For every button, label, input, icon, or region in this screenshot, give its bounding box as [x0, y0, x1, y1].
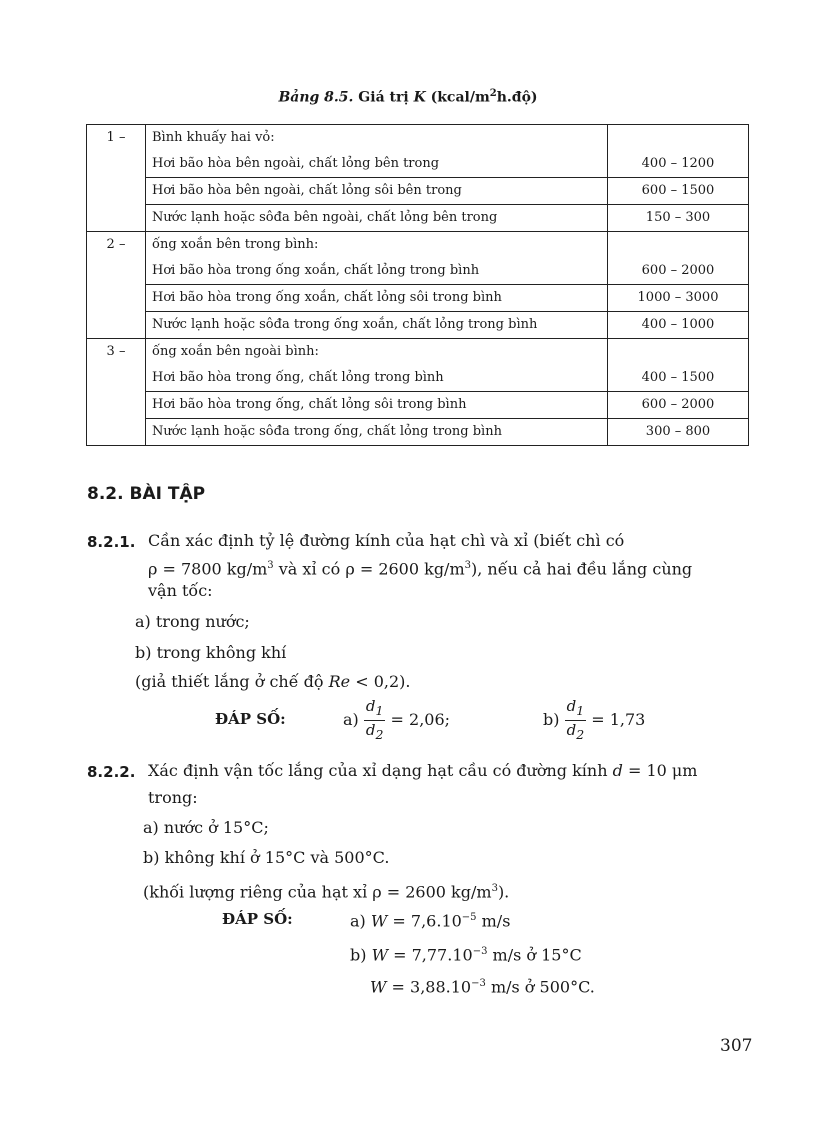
- row-description: Nước lạnh hoặc sôđa trong ống, chất lỏng trong bình: [146, 419, 608, 446]
- p1-note-a: (giả thiết lắng ở chế độ: [135, 672, 329, 691]
- p2-item-a: a) nước ở 15°C;: [143, 818, 269, 837]
- table-row: [87, 205, 749, 232]
- p2-ans-b-w: W: [371, 945, 389, 965]
- p1-answer-label: ĐÁP SỐ:: [215, 710, 286, 728]
- row-k-value: 400 – 1000: [608, 312, 749, 339]
- p2-answer-b: [350, 939, 582, 967]
- group-heading: ống xoắn bên trong bình:: [146, 232, 608, 259]
- group-number: 3 –: [87, 339, 146, 446]
- p1-note-b: < 0,2).: [350, 672, 411, 691]
- p2-note-b: ).: [497, 882, 510, 902]
- p1-ans-b-value: = 1,73: [591, 710, 646, 729]
- p2-ans-b-prefix: b): [350, 945, 372, 965]
- d2-sub: 2: [375, 727, 384, 742]
- p1-item-a: a) trong nước;: [135, 612, 250, 631]
- k-values-table: [86, 124, 749, 446]
- ratio-fraction-a: [364, 697, 386, 744]
- row-description: Hơi bão hòa trong ống, chất lỏng trong bình: [146, 365, 608, 392]
- p1-line1: Cần xác định tỷ lệ đường kính của hạt chì và xỉ (biết chì có: [148, 531, 625, 550]
- d1-symbol: d: [566, 697, 577, 715]
- p2-note-sup: 3: [491, 883, 498, 894]
- p1-ans-a-value: = 2,06;: [390, 710, 451, 729]
- p2-ans-a-exp: −5: [461, 912, 477, 923]
- group-heading-value: [608, 232, 749, 259]
- table-row: [87, 365, 749, 392]
- row-k-value: 600 – 2000: [608, 258, 749, 285]
- d1-sub: 1: [576, 703, 585, 718]
- p1-line2-sup1: 3: [267, 560, 274, 571]
- p2-ans-c-exp: −3: [471, 978, 486, 989]
- p2-line1-b: = 10 μm: [622, 761, 698, 780]
- caption-unit-sup: 2: [489, 88, 497, 99]
- table-group-heading-row: [87, 232, 749, 259]
- p2-answer-label: ĐÁP SỐ:: [222, 910, 293, 928]
- row-description: Nước lạnh hoặc sôđa trong ống xoắn, chất lỏng trong bình: [146, 312, 608, 339]
- p2-ans-b-mid: = 7,77.10: [388, 945, 473, 965]
- p1-line2: [148, 553, 692, 581]
- p1-answer-a: [343, 697, 450, 744]
- row-k-value: 400 – 1500: [608, 365, 749, 392]
- caption-label: Bảng 8.5.: [278, 89, 354, 106]
- d2-symbol: d: [365, 721, 376, 739]
- section-title: 8.2. BÀI TẬP: [87, 484, 206, 504]
- row-description: Hơi bão hòa trong ống xoắn, chất lỏng trong bình: [146, 258, 608, 285]
- p2-note: [143, 876, 509, 904]
- p2-line1-a: Xác định vận tốc lắng của xỉ dạng hạt cầu có đường kính: [148, 761, 613, 780]
- page-number: 307: [720, 1036, 753, 1056]
- row-k-value: 600 – 2000: [608, 392, 749, 419]
- row-k-value: 400 – 1200: [608, 151, 749, 178]
- group-number: 1 –: [87, 125, 146, 232]
- group-heading: ống xoắn bên ngoài bình:: [146, 339, 608, 366]
- table-row: [87, 312, 749, 339]
- d2-sub: 2: [576, 727, 585, 742]
- p2-line1: [148, 758, 697, 783]
- row-description: Hơi bão hòa bên ngoài, chất lỏng bên trong: [146, 151, 608, 178]
- caption-unit: (kcal/m: [425, 89, 490, 106]
- row-k-value: 600 – 1500: [608, 178, 749, 205]
- p2-ans-a-prefix: a): [350, 911, 371, 931]
- row-description: Nước lạnh hoặc sôđa bên ngoài, chất lỏng bên trong: [146, 205, 608, 232]
- caption-unit-close: h.độ): [496, 89, 538, 106]
- row-k-value: 1000 – 3000: [608, 285, 749, 312]
- p1-line2-a: ρ = 7800 kg/m: [148, 559, 268, 579]
- row-k-value: 300 – 800: [608, 419, 749, 446]
- d1-symbol: d: [365, 697, 376, 715]
- table-group-heading-row: [87, 339, 749, 366]
- p2-ans-a-mid: = 7,6.10: [387, 911, 462, 931]
- p2-ans-a-unit: m/s: [476, 911, 511, 931]
- row-description: Hơi bão hòa trong ống xoắn, chất lỏng sôi trong bình: [146, 285, 608, 312]
- p2-ans-a-w: W: [370, 911, 388, 931]
- p1-note-re: Re: [328, 672, 351, 691]
- p1-note: [135, 669, 410, 694]
- p2-note-a: (khối lượng riêng của hạt xỉ ρ = 2600 kg/m: [143, 882, 492, 902]
- p1-line3: vận tốc:: [148, 581, 213, 600]
- p2-ans-c-mid: = 3,88.10: [386, 977, 472, 997]
- p1-line2-c: ), nếu cả hai đều lắng cùng: [471, 559, 693, 579]
- table-row: [87, 392, 749, 419]
- p2-answer-a: [350, 905, 510, 933]
- table-row: [87, 178, 749, 205]
- p2-ans-c-w: W: [370, 977, 387, 997]
- table-row: [87, 419, 749, 446]
- p2-line2: trong:: [148, 788, 198, 807]
- table-row: [87, 258, 749, 285]
- problem-number-2: 8.2.2.: [87, 763, 136, 781]
- group-heading: Bình khuấy hai vỏ:: [146, 125, 608, 152]
- p1-answer-b: [543, 697, 645, 744]
- table-row: [87, 285, 749, 312]
- group-heading-value: [608, 339, 749, 366]
- p2-line1-d: d: [612, 761, 623, 780]
- p2-answer-c: [370, 971, 595, 999]
- group-heading-value: [608, 125, 749, 152]
- d1-sub: 1: [375, 703, 384, 718]
- group-number: 2 –: [87, 232, 146, 339]
- p1-item-b: b) trong không khí: [135, 643, 287, 662]
- row-description: Hơi bão hòa trong ống, chất lỏng sôi trong bình: [146, 392, 608, 419]
- p1-line2-sup2: 3: [464, 560, 471, 571]
- table-group-heading-row: [87, 125, 749, 152]
- ratio-fraction-b: [565, 697, 587, 744]
- caption-k: K: [413, 89, 426, 106]
- p1-ans-b-prefix: b): [543, 710, 560, 729]
- p2-ans-b-exp: −3: [472, 946, 488, 957]
- p1-line2-b: và xỉ có ρ = 2600 kg/m: [273, 559, 465, 579]
- p2-item-b: b) không khí ở 15°C và 500°C.: [143, 848, 390, 867]
- row-description: Hơi bão hòa bên ngoài, chất lỏng sôi bên trong: [146, 178, 608, 205]
- table-caption: [0, 88, 816, 106]
- p2-ans-b-unit: m/s ở 15°C: [487, 945, 582, 965]
- p1-ans-a-prefix: a): [343, 710, 359, 729]
- table-row: [87, 151, 749, 178]
- d2-symbol: d: [566, 721, 577, 739]
- problem-number-1: 8.2.1.: [87, 533, 136, 551]
- caption-text: Giá trị: [353, 89, 414, 106]
- p2-ans-c-unit: m/s ở 500°C.: [485, 977, 595, 997]
- row-k-value: 150 – 300: [608, 205, 749, 232]
